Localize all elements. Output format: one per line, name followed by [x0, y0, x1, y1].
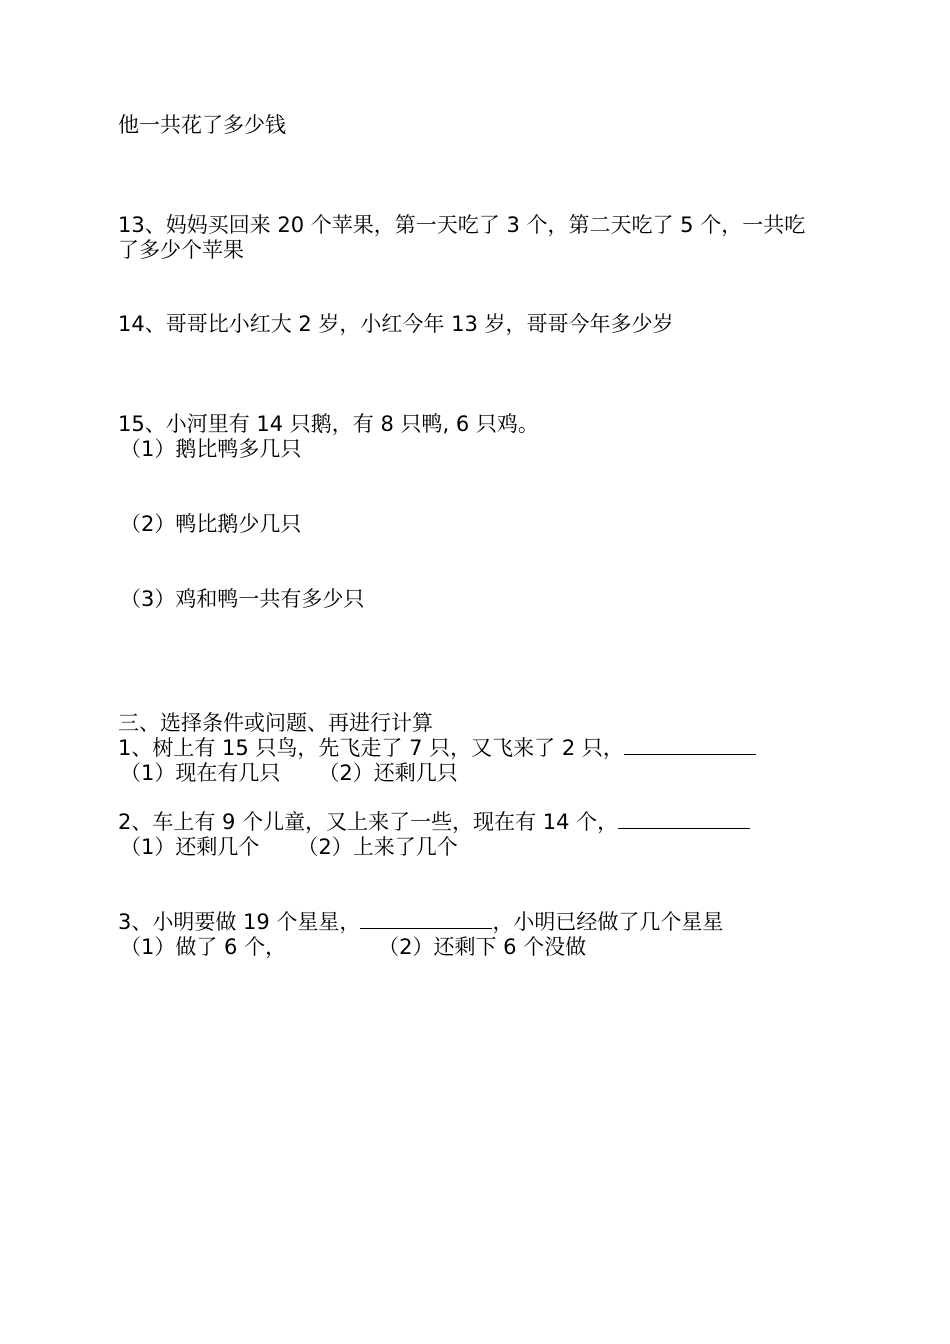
s3-p3-answer-blank[interactable] — [360, 910, 492, 929]
s3-p3-opt1: （1）做了 6 个， — [120, 935, 287, 959]
q13-line2: 了多少个苹果 — [118, 238, 244, 262]
s3-p1-opt1: （1）现在有几只 — [120, 761, 281, 785]
s3-p1-answer-blank[interactable] — [624, 736, 756, 755]
q15-stem: 15、小河里有 14 只鹅，有 8 只鸭, 6 只鸡。 — [118, 412, 539, 436]
s3-p2-opt2: （2）上来了几个 — [297, 835, 458, 859]
s3-p2-options — [120, 834, 458, 860]
s3-p2-opt1: （1）还剩几个 — [120, 835, 260, 859]
s3-p1-opt2: （2）还剩几只 — [318, 761, 458, 785]
s3-p3-opt2: （2）还剩下 6 个没做 — [378, 935, 587, 959]
q13-line1: 13、妈妈买回来 20 个苹果，第一天吃了 3 个，第二天吃了 5 个，一共吃 — [118, 213, 806, 237]
s3-p1-options — [120, 760, 458, 786]
s3-p1-stem — [118, 735, 756, 761]
s3-p3-options — [120, 934, 586, 960]
q12-continuation: 他一共花了多少钱 — [118, 113, 286, 137]
s3-p2-stem — [118, 809, 750, 835]
section3-title: 三、选择条件或问题、再进行计算 — [118, 711, 433, 735]
s3-p3-stem-b: ，小明已经做了几个星星 — [492, 910, 724, 934]
q15-sub1: （1）鹅比鸭多几只 — [120, 437, 302, 461]
s3-p2-stem-text: 2、车上有 9 个儿童，又上来了一些，现在有 14 个， — [118, 810, 619, 834]
s3-p3-stem-a: 3、小明要做 19 个星星， — [118, 910, 361, 934]
s3-p1-stem-text: 1、树上有 15 只鸟，先飞走了 7 只，又飞来了 2 只， — [118, 736, 624, 760]
s3-p2-answer-blank[interactable] — [618, 810, 750, 829]
q14-text: 14、哥哥比小红大 2 岁，小红今年 13 岁，哥哥今年多少岁 — [118, 312, 674, 336]
s3-p3-stem — [118, 909, 723, 935]
q15-sub3: （3）鸡和鸭一共有多少只 — [120, 587, 365, 611]
q15-sub2: （2）鸭比鹅少几只 — [120, 512, 302, 536]
